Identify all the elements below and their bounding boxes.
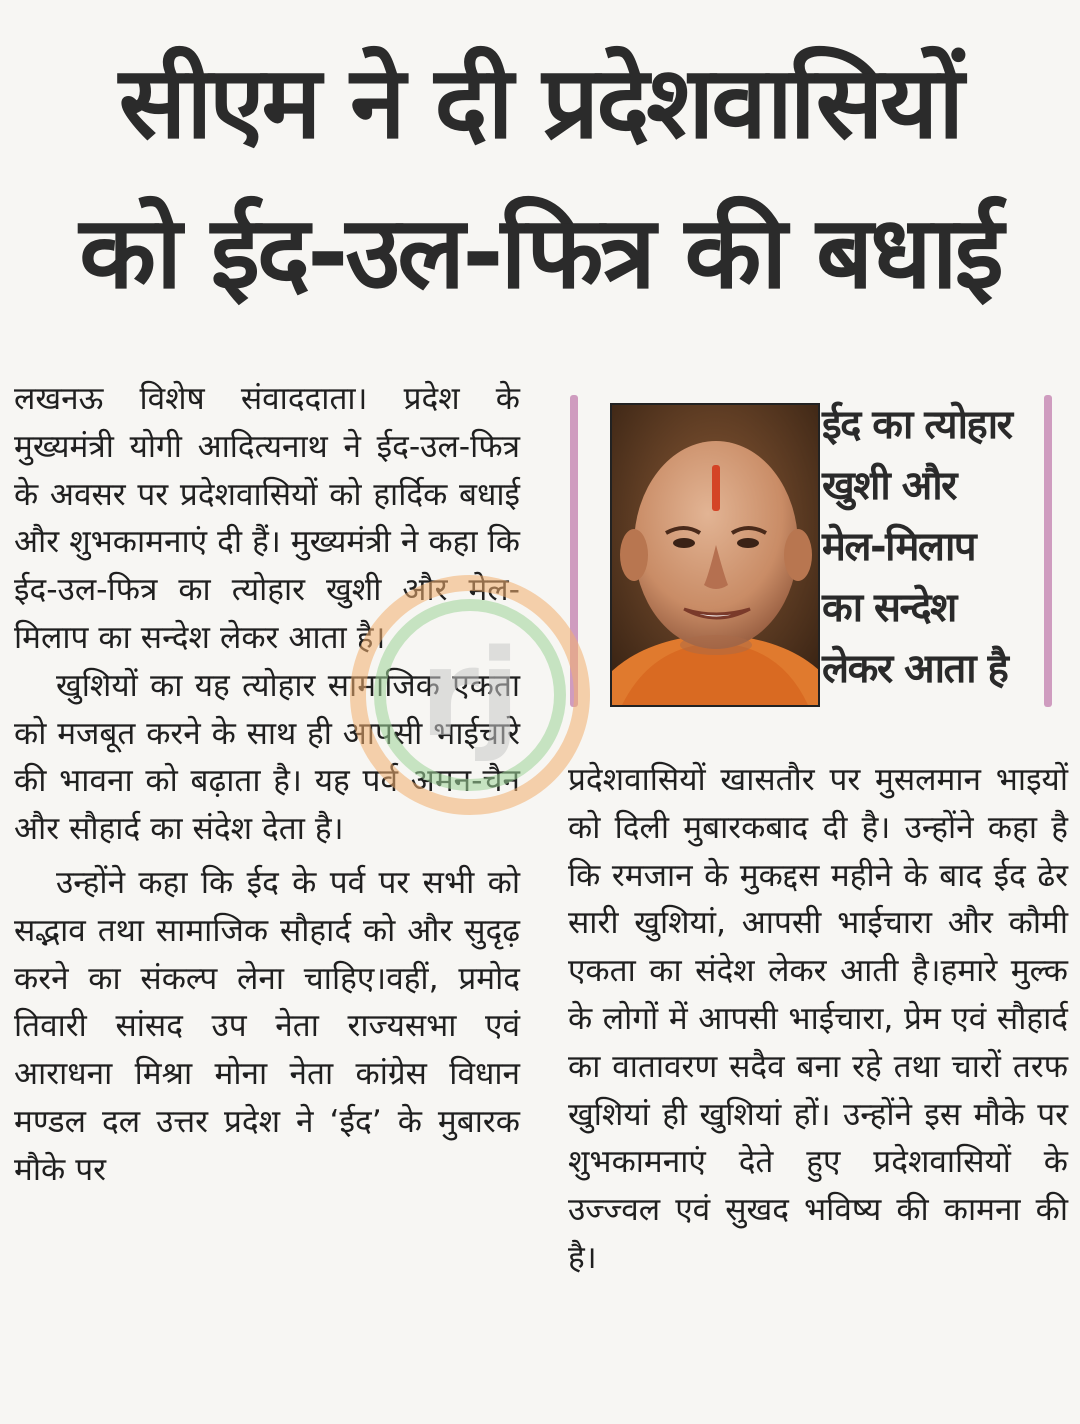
pull-quote-line-4: का सन्देश: [822, 585, 956, 631]
article-paragraph-1: लखनऊ विशेष संवाददाता। प्रदेश के मुख्यमंत्री योगी आदित्यनाथ ने ईद-उल-फित्र के अवसर पर प्रदेशवासियों को हार्दिक बधाई और शुभकामनाएं दी हैं। मुख्यमंत्री ने कहा कि ईद-उल-फित्र का त्योहार खुशी और मेल-मिलाप का सन्देश लेकर आता है।: [14, 381, 520, 656]
pull-quote-line-2: खुशी और: [822, 463, 956, 509]
headline: [14, 28, 1066, 328]
pull-quote-border-left: [570, 395, 578, 707]
portrait-photo: [610, 403, 820, 707]
headline-line-2: को ईद-उल-फित्र की बधाई: [79, 194, 1001, 311]
article-paragraph-2: खुशियों का यह त्योहार सामाजिक एकता को मजबूत करने के साथ ही आपसी भाईचारे की भावना को बढ़ाता है। यह पर्व अमन-चैन और सौहार्द का संदेश देता है।: [14, 667, 520, 848]
headline-line-1: सीएम ने दी प्रदेशवासियों: [118, 44, 962, 161]
article-paragraph-4: प्रदेशवासियों खासतौर पर मुसलमान भाइयों को दिली मुबारकबाद दी है। उन्होंने कहा है कि रमजान के मुकद्दस महीने के बाद ईद ढेर सारी खुशियां, आपसी भाईचारा और कौमी एकता का संदेश लेकर आती है।हमारे मुल्क के लोगों में आपसी भाईचारा, प्रेम एवं सौहार्द का वातावरण सदैव बना रहे तथा चारों तरफ खुशियां ही खुशियां हों। उन्होंने इस मौके पर शुभकामनाएं देते हुए प्रदेशवासियों के उज्ज्वल एवं सुखद भविष्य की कामना की है।: [568, 762, 1068, 1276]
article-column-right: [568, 757, 1068, 1283]
pull-quote-border-right: [1044, 395, 1052, 707]
watermark-text: rj: [419, 625, 521, 764]
pull-quote-line-1: ईद का त्योहार: [822, 402, 1012, 448]
article-paragraph-3: उन्होंने कहा कि ईद के पर्व पर सभी को सद्भाव तथा सामाजिक सौहार्द को और सुदृढ़ करने का संकल्प लेना चाहिए।वहीं, प्रमोद तिवारी सांसद उप नेता राज्यसभा एवं आराधना मिश्रा मोना नेता कांग्रेस विधान मण्डल दल उत्तर प्रदेश ने ‘ईद’ के मुबारक मौके पर: [14, 864, 520, 1188]
pull-quote-line-5: लेकर आता है: [822, 646, 1008, 692]
pull-quote: [822, 395, 1042, 700]
pull-quote-box: [570, 395, 1058, 715]
portrait-icon: [612, 405, 818, 705]
article-column-left: [14, 376, 520, 1195]
pull-quote-line-3: मेल-मिलाप: [822, 524, 976, 570]
